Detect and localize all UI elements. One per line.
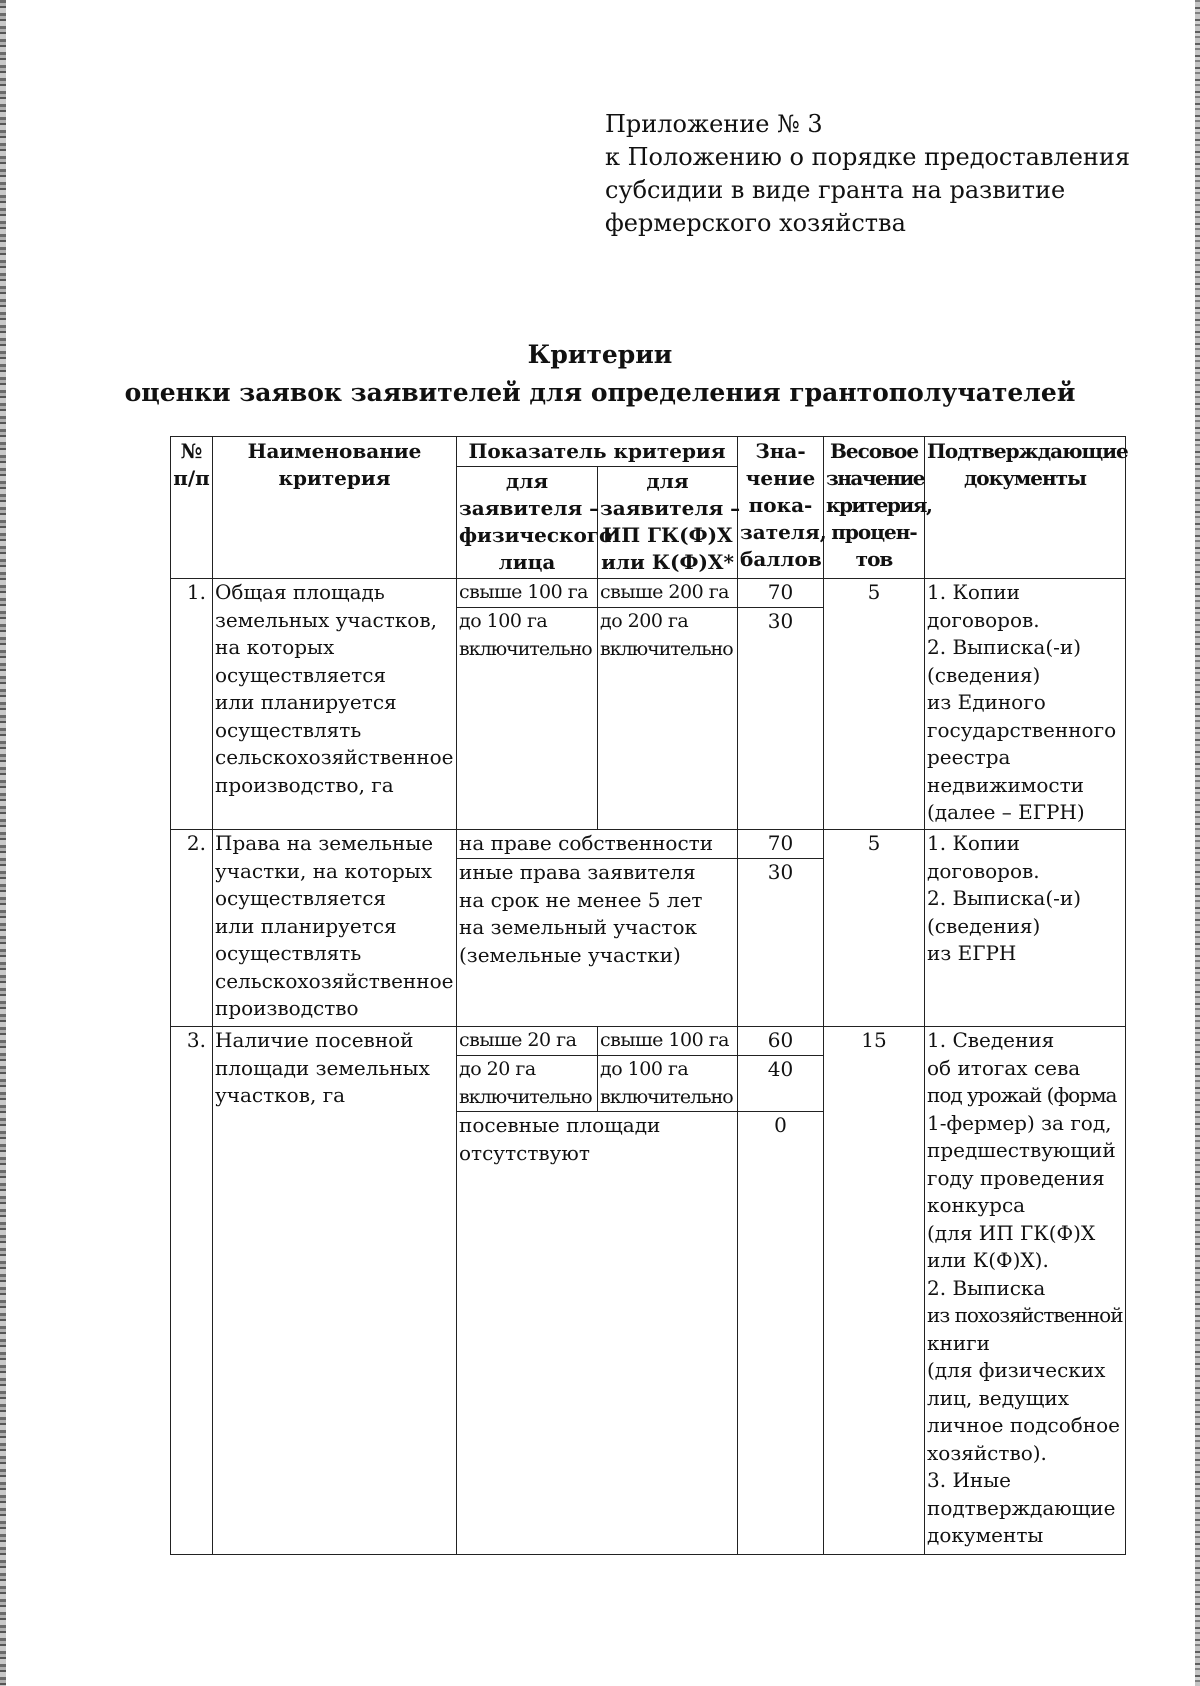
indicator-value: 70 <box>738 830 824 859</box>
indicator-individual: свыше 20 га <box>457 1027 598 1056</box>
table-row <box>171 1027 1126 1056</box>
appendix-line: к Положению о порядке предоставления <box>605 143 1131 171</box>
indicator-merged: на праве собственности <box>457 830 738 859</box>
table-row <box>171 579 1126 608</box>
appendix-line: фермерского хозяйства <box>605 209 906 237</box>
header-individual: для заявителя – физического лица <box>457 467 598 579</box>
criterion-weight: 5 <box>824 830 925 1027</box>
indicator-merged: посевные площади отсутствуют <box>457 1112 738 1555</box>
table-row <box>171 830 1126 859</box>
document-title <box>0 336 1200 412</box>
criterion-docs: 1. Копии договоров. 2. Выписка(-и) (сведения) из ЕГРН <box>925 830 1126 1027</box>
indicator-individual: до 20 га включительно <box>457 1056 598 1112</box>
appendix-note <box>605 108 1130 240</box>
indicator-individual: свыше 100 га <box>457 579 598 608</box>
indicator-value: 70 <box>738 579 824 608</box>
indicator-ip: свыше 200 га <box>598 579 738 608</box>
scan-edge-right <box>1195 0 1200 1686</box>
header-weight: Весовое значение критерия, процен- тов <box>824 437 925 579</box>
row-num: 2. <box>171 830 213 1027</box>
criterion-name: Общая площадь земельных участков, на которых осуществляется или планируется осуществлять сельскохозяйственное производство, га <box>213 579 457 830</box>
row-num: 3. <box>171 1027 213 1555</box>
indicator-value: 40 <box>738 1056 824 1112</box>
appendix-line: субсидии в виде гранта на развитие <box>605 176 1066 204</box>
criterion-name: Права на земельные участки, на которых осуществляется или планируется осуществлять сельскохозяйственное производство <box>213 830 457 1027</box>
title-line-1: Критерии <box>527 340 673 369</box>
row-num: 1. <box>171 579 213 830</box>
criterion-docs: 1. Копии договоров. 2. Выписка(-и) (сведения) из Единого государственного реестра недвижимости (далее – ЕГРН) <box>925 579 1126 830</box>
scan-edge-left <box>0 0 6 1686</box>
criterion-docs: 1. Сведения об итогах сева под урожай (форма 1-фермер) за год, предшествующий году проведения конкурса (для ИП ГК(Ф)Х или К(Ф)Х). 2. Выписка из похозяйственной книги (для физических лиц, ведущих личное подсобное хозяйство). 3. Иные подтверждающие документы <box>925 1027 1126 1555</box>
criteria-table <box>170 436 1126 1555</box>
header-num: № п/п <box>171 437 213 579</box>
indicator-value: 30 <box>738 859 824 1027</box>
indicator-individual: до 100 га включительно <box>457 608 598 830</box>
indicator-ip: до 200 га включительно <box>598 608 738 830</box>
indicator-value: 30 <box>738 608 824 830</box>
indicator-ip: до 100 га включительно <box>598 1056 738 1112</box>
indicator-value: 0 <box>738 1112 824 1555</box>
criterion-weight: 5 <box>824 579 925 830</box>
indicator-value: 60 <box>738 1027 824 1056</box>
criterion-weight: 15 <box>824 1027 925 1555</box>
header-ip: для заявителя – ИП ГК(Ф)Х или К(Ф)Х* <box>598 467 738 579</box>
header-indicator: Показатель критерия <box>457 437 738 467</box>
title-line-2: оценки заявок заявителей для определения грантополучателей <box>124 378 1076 407</box>
appendix-line: Приложение № 3 <box>605 110 823 138</box>
header-name: Наименование критерия <box>213 437 457 579</box>
header-value: Зна- чение пока- зателя, баллов <box>738 437 824 579</box>
indicator-merged: иные права заявителя на срок не менее 5 лет на земельный участок (земельные участки) <box>457 859 738 1027</box>
criterion-name: Наличие посевной площади земельных участков, га <box>213 1027 457 1555</box>
header-docs: Подтверждающие документы <box>925 437 1126 579</box>
indicator-ip: свыше 100 га <box>598 1027 738 1056</box>
header-row-1 <box>171 437 1126 467</box>
